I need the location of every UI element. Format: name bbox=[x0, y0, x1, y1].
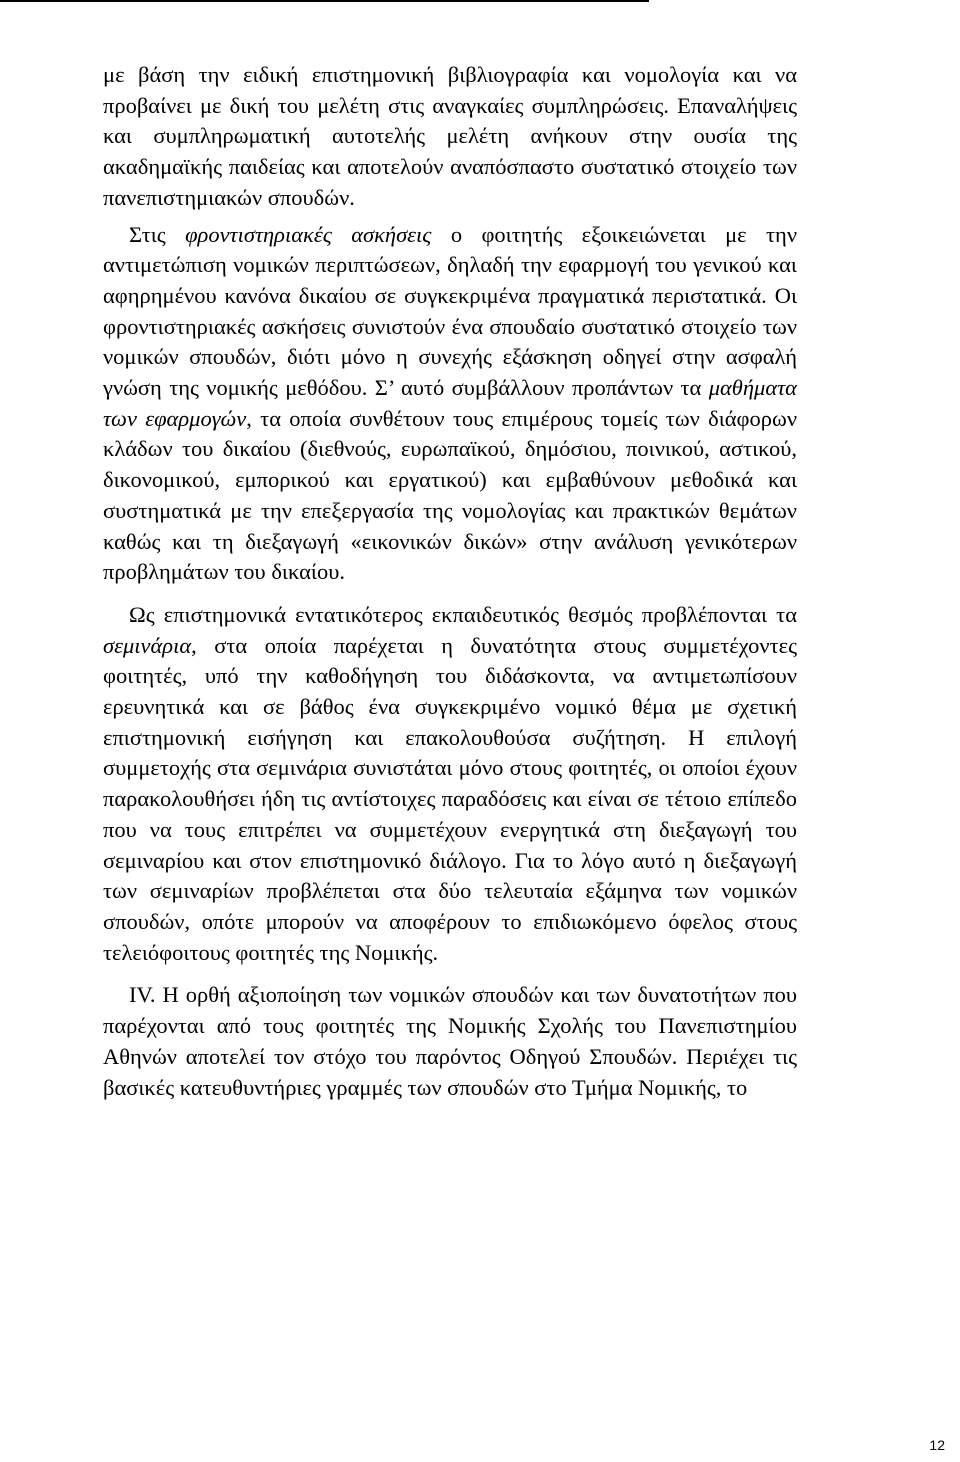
page-number: 12 bbox=[929, 1437, 945, 1453]
paragraph-1 bbox=[103, 60, 797, 214]
paragraph-2-emphasis-tutorials: φροντιστηριακές ασκήσεις bbox=[185, 221, 432, 247]
paragraph-2-text-b: ο φοιτητής εξοικειώνεται με την αντιμετώπιση νομικών περιπτώσεων, δηλαδή την εφαρμογή του γενικού και αφηρημένου κανόνα δικαίου σε συγκεκριμένα πραγματικά περιστατικά. Οι φροντιστηριακές ασκήσεις συνιστούν ένα σπουδαίο συστατικό στοιχείο των νομικών σπουδών, διότι μόνο η συνεχής εξάσκηση οδηγεί στην ασφαλή γνώση της νομικής μεθόδου. Σ’ αυτό συμβάλλουν προπάντων τα bbox=[103, 221, 797, 401]
paragraph-4 bbox=[103, 980, 797, 1103]
paragraph-2-text-c: , τα οποία συνθέτουν τους επιμέρους τομείς των διάφορων κλάδων του δικαίου (διεθνούς, ευρωπαϊκού, δημόσιου, ποινικού, αστικού, δικονομικού, εμπορικού και εργατικού) και εμβαθύνουν μεθοδικά και συστηματικά με την επεξεργασία της νομολογίας και πρακτικών θεμάτων καθώς και τη διεξαγωγή «εικονικών δικών» στην ανάλυση γενικότερων προβλημάτων του δικαίου. bbox=[103, 405, 797, 585]
paragraph-3-emphasis-seminars: σεμινάρια bbox=[103, 632, 192, 658]
paragraph-2-emphasis-courses: μαθήματα των εφαρμογών bbox=[103, 375, 797, 431]
paragraph-1-text: με βάση την ειδική επιστημονική βιβλιογραφία και νομολογία και να προβαίνει με δική του μελέτη στις αναγκαίες συμπληρώσεις. Επαναλήψεις και συμπληρωματική αυτοτελής μελέτη ανήκουν στην ουσία της ακαδημαϊκής παιδείας και αποτελούν αναπόσπαστο συστατικό στοιχείο των πανεπιστημιακών σπουδών. bbox=[103, 62, 797, 210]
paragraph-2 bbox=[103, 220, 797, 588]
header-rule bbox=[0, 0, 649, 2]
paragraph-3-text-b: , στα οποία παρέχεται η δυνατότητα στους συμμετέχοντες φοιτητές, υπό την καθοδήγηση του διδάσκοντα, να αντιμετωπίσουν ερευνητικά και σε βάθος ένα συγκεκριμένο νομικό θέμα με σχετική επιστημονική εισήγηση και επακολουθούσα συζήτηση. Η επιλογή συμμετοχής στα σεμινάρια συνιστάται μόνο στους φοιτητές, οι οποίοι έχουν παρακολουθήσει ήδη τις αντίστοιχες παραδόσεις και είναι σε τέτοιο επίπεδο που να τους επιτρέπει να συμμετέχουν ενεργητικά στη διεξαγωγή του σεμιναρίου και στον επιστημονικό διάλογο. Για το λόγο αυτό η διεξαγωγή των σεμιναρίων προβλέπεται στα δύο τελευταία εξάμηνα των νομικών σπουδών, οπότε μπορούν να αποφέρουν το επιδιωκόμενο όφελος στους τελειόφοιτους φοιτητές της Νομικής. bbox=[103, 632, 797, 965]
document-body bbox=[103, 60, 797, 1103]
paragraph-2-text-a: Στις bbox=[129, 221, 186, 247]
paragraph-4-text: IV. Η ορθή αξιοποίηση των νομικών σπουδών και των δυνατοτήτων που παρέχονται από τους φοιτητές της Νομικής Σχολής του Πανεπιστημίου Αθηνών αποτελεί τον στόχο του παρόντος Οδηγού Σπουδών. Περιέχει τις βασικές κατευθυντήριες γραμμές των σπουδών στο Τμήμα Νομικής, το bbox=[103, 982, 797, 1100]
paragraph-3 bbox=[103, 600, 797, 968]
paragraph-3-text-a: Ως επιστημονικά εντατικότερος εκπαιδευτικός θεσμός προβλέπονται τα bbox=[129, 601, 797, 627]
